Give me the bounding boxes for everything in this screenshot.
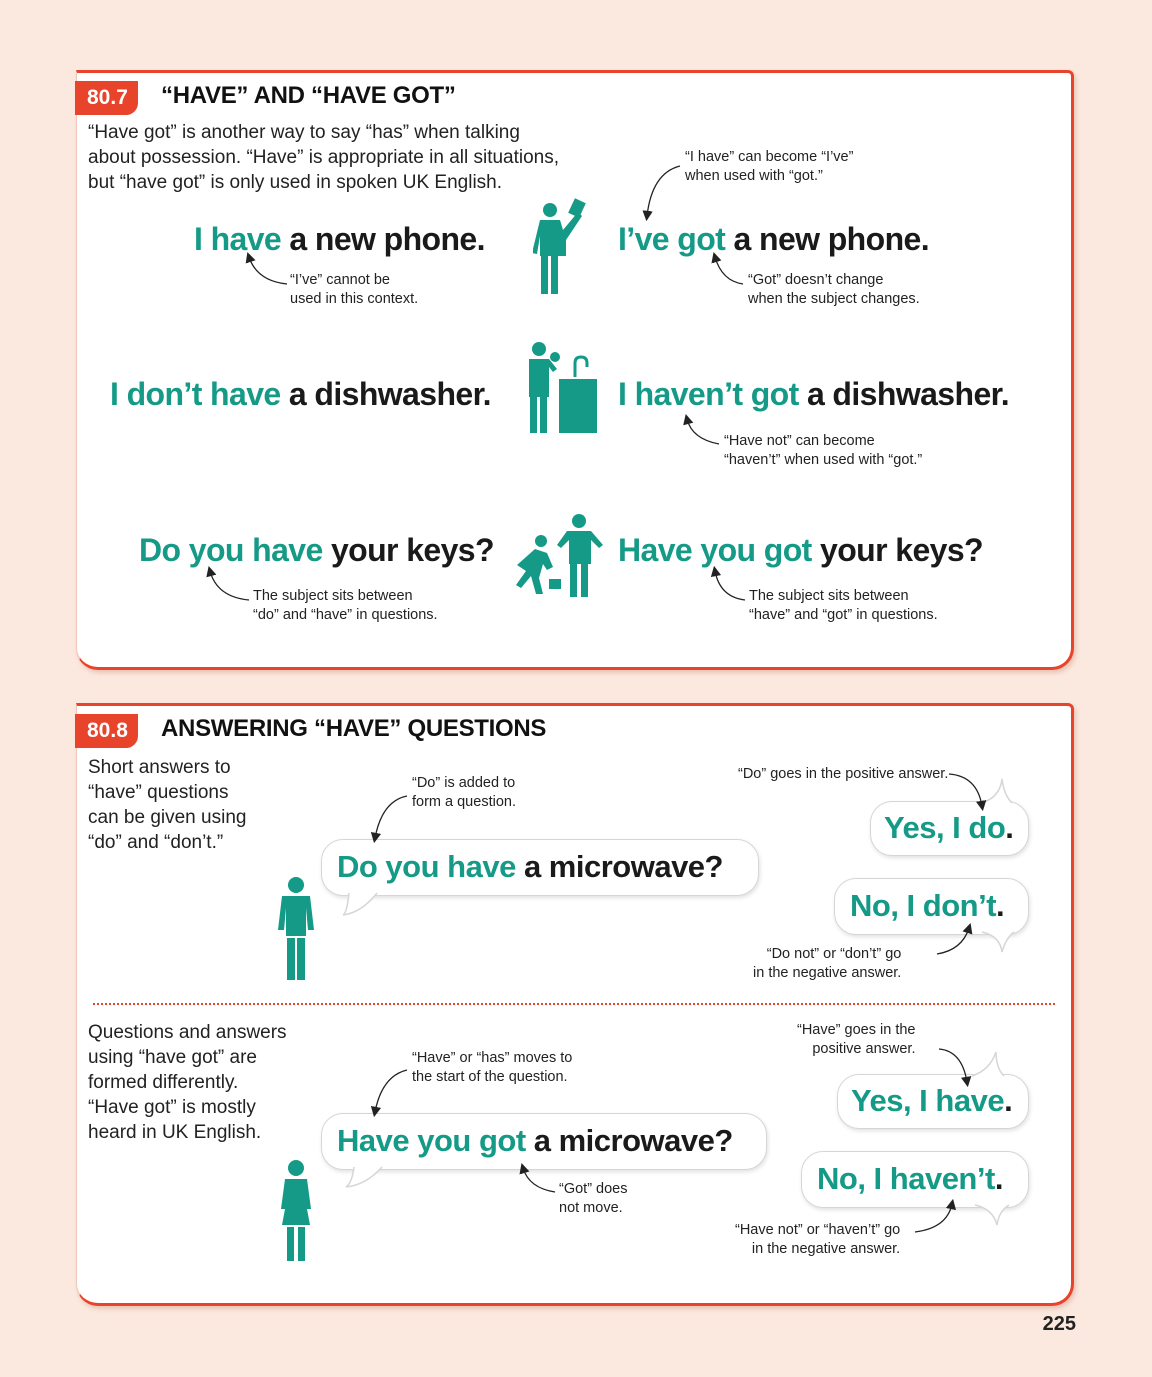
intro-paragraph: “Have got” is another way to say “has” when talking about possession. “Have” is appropriate in all situations, but “have got” is only used in spoken UK English.: [88, 122, 560, 193]
answer-no-text: No, I don’t.: [850, 888, 1005, 923]
section-80-7-panel: [76, 70, 1074, 670]
note-subject-do-have: The subject sits between “do” and “have” in questions.: [253, 588, 438, 623]
example-havent-got-dishwasher: I haven’t got a dishwasher.: [618, 376, 1010, 412]
note-got-unchanged: “Got” doesn’t change when the subject changes.: [748, 272, 920, 307]
example-have-phone: I have a new phone.: [194, 221, 485, 257]
section-number-badge: 80.7: [75, 81, 138, 115]
section-title: ANSWERING “HAVE” QUESTIONS: [161, 715, 547, 742]
answer-no-havent-text: No, I haven’t.: [817, 1161, 1003, 1196]
example-have-you-got-keys: Have you got your keys?: [618, 532, 983, 568]
question-got-text: Have you got a microwave?: [337, 1123, 733, 1158]
note-have-moves: “Have” or “has” moves to the start of the question.: [412, 1050, 573, 1085]
annotation-arrows-2: [77, 706, 1075, 1309]
answer-yes-text: Yes, I do.: [884, 810, 1014, 845]
note-ive-contraction: “I have” can become “I’ve” when used with “got.”: [685, 149, 854, 184]
section-title: “HAVE” AND “HAVE GOT”: [161, 82, 456, 109]
note-got-not-move: “Got” does not move.: [559, 1181, 628, 1216]
example-dont-have-dishwasher: I don’t have a dishwasher.: [110, 376, 491, 412]
note-subject-have-got: The subject sits between “have” and “got” in questions.: [749, 588, 938, 623]
section-number-badge: 80.8: [75, 714, 138, 748]
page-number: 225: [1042, 1313, 1076, 1335]
answer-yes-have-text: Yes, I have.: [851, 1083, 1013, 1118]
people-searching-keys-icon: [509, 513, 609, 599]
example-got-phone: I’ve got a new phone.: [618, 221, 929, 257]
person-with-phone-icon: [533, 196, 593, 296]
person-washing-dishes-icon: [525, 339, 599, 435]
section-80-8-panel: [76, 703, 1074, 1306]
question-text: Do you have a microwave?: [337, 849, 723, 884]
note-have-not-negative: “Have not” or “haven’t” go in the negative answer.: [735, 1222, 901, 1257]
example-do-you-have-keys: Do you have your keys?: [139, 532, 494, 568]
note-ive-cannot: “I’ve” cannot be used in this context.: [290, 272, 419, 307]
intro-have-got-answers: Questions and answers using “have got” are formed differently. “Have got” is mostly heard in UK English.: [88, 1022, 287, 1143]
intro-short-answers: Short answers to “have” questions can be given using “do” and “don’t.”: [88, 757, 247, 853]
note-have-positive: “Have” goes in the positive answer.: [797, 1022, 916, 1057]
note-do-added: “Do” is added to form a question.: [412, 775, 516, 810]
note-do-not-negative: “Do not” or “don’t” go in the negative answer.: [753, 946, 902, 981]
note-do-positive: “Do” goes in the positive answer.: [738, 766, 949, 782]
note-havent-contraction: “Have not” can become “haven’t” when used with “got.”: [724, 433, 923, 468]
